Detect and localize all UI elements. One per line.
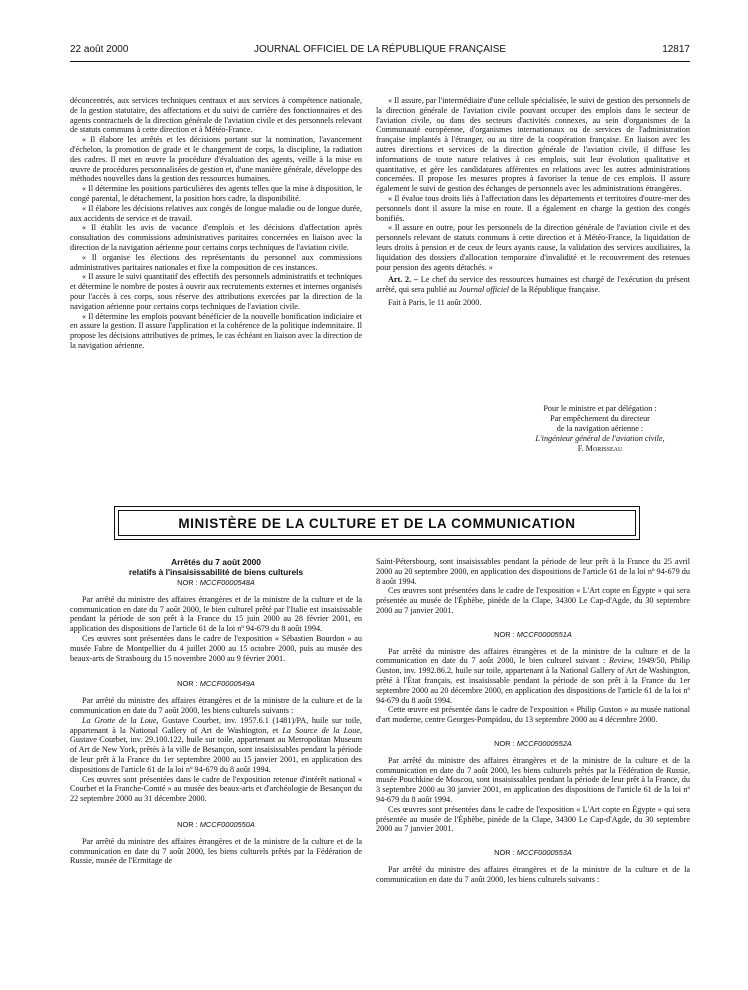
nor-reference: NOR : MCCF0000552A	[494, 738, 572, 748]
signatory: F. Morisseau	[577, 444, 623, 453]
paragraph: Ces œuvres sont présentées dans le cadre de l'exposition « L'Art copte en Égypte » qui sera présentée au musée de l'Éphèbe, pinède de la Clape, 34300 Le Cap-d'Agde, du 30 septembre 2000 au 7 janvier 2001.	[376, 804, 690, 834]
paragraph: Par arrêté du ministre des affaires étrangères et de la ministre de la culture et de la communication en date du 7 août 2000, les biens culturels suivants :	[70, 696, 362, 715]
paragraph: Par arrêté du ministre des affaires étrangères et de la ministre de la culture et de la communication en date du 7 août 2000, les biens culturels prêtés par la Fédération de Russie, musée de l'Ermitage de	[70, 836, 362, 866]
bottom-left-column	[70, 557, 362, 866]
paragraph: Par arrêté du ministre des affaires étrangères et de la ministre de la culture et de la communication en date du 7 août 2000, le bien culturel prêté par l'Italie est insaisissable pendant la période de son prêt à la France du 15 juin 2000 au 28 février 2001, en application des dispositions de l'article 61 de la loi nº 94-679 du 8 août 1994.	[70, 594, 362, 634]
top-right-column	[376, 96, 690, 308]
paragraph: Ces œuvres sont présentées dans le cadre de l'exposition retenue d'intérêt national « Courbet et la Franche-Comté » au musée des beaux-arts et d'archéologie de Besançon du 22 septembre 2000 au 31 décembre 2000.	[70, 774, 362, 804]
signature-block: Pour le ministre et par délégation : Par empêchement du directeur de la navigation aérienne : L'ingénieur général de l'aviation civile, F. Morisseau	[480, 404, 720, 454]
article-2: Art. 2. – Le chef du service des ressources humaines est chargé de l'exécution du présent arrêté, qui sera publié au Journal officiel de la République française.	[376, 275, 690, 295]
journal-officiel: Journal officiel	[458, 285, 510, 295]
paragraph: « Il établit les avis de vacance d'emplois et les décisions d'affectation après consultation des commissions administratives paritaires concernées en liaison avec la direction de la navigation aérienne pour certains corps techniques de l'aviation civile.	[70, 223, 362, 252]
nor-reference: NOR : MCCF0000551A	[494, 629, 572, 639]
paragraph: « Il détermine les emplois pouvant bénéficier de la nouvelle bonification indiciaire et en assure la gestion. Il assure l'application et la cohérence de la politique indemnitaire. Il propose les décisions attributives de primes, le cas échéant en liaison avec la direction de la navigation aérienne.	[70, 311, 362, 350]
paragraph: « Il assure en outre, pour les personnels de la direction générale de l'aviation civile et des personnels relevant de statuts communs à cette direction et à Météo-France, la liquidation de leurs droits à pension et de ceux de leurs ayants cause, la validation des services auxiliaires, la liquidation des dossiers d'allocation temporaire d'invalidité et le recouvrement des retenues pour pension des agents détachés. »	[376, 223, 690, 272]
top-left-column	[70, 96, 362, 351]
ministry-banner: MINISTÈRE DE LA CULTURE ET DE LA COMMUNICATION	[118, 510, 636, 536]
header-journal-title: JOURNAL OFFICIEL DE LA RÉPUBLIQUE FRANÇAISE	[253, 44, 507, 55]
header-page-number: 12817	[662, 44, 690, 55]
paragraph: Ces œuvres sont présentées dans le cadre de l'exposition « L'Art copte en Égypte » qui sera présentée au musée de l'Éphèbe, pinède de la Clape, 34300 Le Cap-d'Agde, du 30 septembre 2000 au 7 janvier 2001.	[376, 586, 690, 615]
paragraph: Cette œuvre est présentée dans le cadre de l'exposition « Philip Guston » au musée national d'art moderne, centre Georges-Pompidou, du 13 septembre 2000 au 4 décembre 2000.	[376, 705, 690, 725]
paragraph: « Il détermine les positions particulières des agents telles que la mise à disposition, le congé parental, le détachement, la position hors cadre, la disponibilité.	[70, 184, 362, 203]
paragraph: Par arrêté du ministre des affaires étrangères et de la ministre de la culture et de la communication en date du 7 août 2000, le bien culturel suivant : Review, 1949/50, Philip Guston, inv. 1992.86.2, huile sur toile, appartenant à la National Gallery of Art de Washington, prêté à l'État français, est insaisissable pendant la période de son prêt à la France du 1er septembre 2000 au 20 décembre 2000, en application des dispositions de l'article 61 de la loi nº 94-679 du 8 août 1994.	[376, 646, 690, 705]
paragraph: La Grotte de la Loue, Gustave Courbet, inv. 1957.6.1 (1481)/PA, huile sur toile, appartenant à la National Gallery of Art de Washington, et La Source de la Loue, Gustave Courbet, inv. 29.100.122, huile sur toile, appartenant au Metropolitan Museum of Art de New York, prêtés à la ville de Besançon, sont insaisissables pendant la période de leur prêt à la France du 1er septembre 2000 au 15 janvier 2001, en application des dispositions de l'article 61 de la loi nº 94-679 du 8 août 1994.	[70, 715, 362, 774]
arretes-title: Arrêtés du 7 août 2000	[171, 557, 261, 567]
paragraph: Saint-Pétersbourg, sont insaisissables pendant la période de leur prêt à la France du 25 avril 2000 au 20 septembre 2000, en application des dispositions de l'article 61 de la loi nº 94-679 du 8 août 1994.	[376, 557, 690, 586]
paragraph: Par arrêté du ministre des affaires étrangères et de la ministre de la culture et de la communication en date du 7 août 2000, les biens culturels suivants :	[376, 864, 690, 884]
nor-reference: NOR : MCCF0000549A	[177, 679, 255, 689]
header-date: 22 août 2000	[70, 44, 129, 55]
bottom-right-column	[376, 557, 690, 885]
page-header	[70, 44, 690, 58]
paragraph: Ces œuvres sont présentées dans le cadre de l'exposition « Sébastien Bourdon » au musée Fabre de Montpellier du 4 juillet 2000 au 15 octobre 2000, puis au musée des beaux-arts de Strasbourg du 15 novembre 2000 au 9 février 2001.	[70, 633, 362, 663]
fait-a-paris: Fait à Paris, le 11 août 2000.	[388, 297, 482, 307]
paragraph: « Il assure, par l'intermédiaire d'une cellule spécialisée, le suivi de gestion des personnels de la direction générale de l'aviation civile pouvant occuper des emplois dans le secteur de l'aviation civile, ou dans des secteurs d'activités connexes, au sein d'organismes de la Communauté européenne, d'organismes internationaux ou de services de l'administration française implantés à l'étranger, ou au titre de la coopération française. En liaison avec les autres directions et services de la direction générale de l'aviation civile, il diffuse les informations de toute nature relatives à ces emplois, suit leur évolution qualitative et quantitative, et gère les candidatures afférentes en relations avec les autres administrations concernées. Il propose les mesures propres à favoriser la tenue de ces emplois. Il assure également le suivi de gestion des échanges de personnels avec les administrations étrangères.	[376, 96, 690, 194]
header-rule	[70, 61, 690, 62]
nor-reference: NOR : MCCF0000548A	[177, 578, 255, 587]
paragraph: « Il élabore les arrêtés et les décisions portant sur la nomination, l'avancement d'échelon, la promotion de grade et le changement de corps, la discipline, la radiation des cadres. Il met en œuvre la procédure d'évaluation des agents, veille à la mise en œuvre de procédures personnalisées de gestion et, d'une manière générale, développe des méthodes nouvelles dans la gestion des ressources humaines.	[70, 135, 362, 184]
arretes-subtitle: relatifs à l'insaisissabilité de biens culturels	[128, 567, 304, 577]
nor-reference: NOR : MCCF0000550A	[177, 819, 255, 829]
paragraph: « Il organise les élections des représentants du personnel aux commissions administratives paritaires nationales et fixe la composition de ces instances.	[70, 252, 362, 272]
article-2-label: Art. 2. –	[388, 275, 419, 285]
nor-reference: NOR : MCCF0000553A	[494, 848, 572, 858]
paragraph: « Il élabore les décisions relatives aux congés de longue maladie ou de longue durée, aux accidents de service et de travail.	[70, 203, 362, 223]
paragraph: « Il assure le suivi quantitatif des effectifs des personnels administratifs et techniques et détermine le nombre de postes à ouvrir aux recrutements externes et internes organisés pour l'accès à ces corps, sous réserve des attributions exercées par la direction de la navigation aérienne pour certains corps techniques de l'aviation civile.	[70, 272, 362, 311]
paragraph: « Il évalue tous droits liés à l'affectation dans les départements et territoires d'outre-mer des personnels dont il assure la mise en route. Il a également en charge la gestion des congés bonifiés.	[376, 193, 690, 223]
paragraph: déconcentrés, aux services techniques centraux et aux services à compétence nationale, de la gestion statutaire, des affectations et du suivi de carrière des fonctionnaires et des agents contractuels de la direction générale de l'aviation civile et des personnels relevant de statuts communs à cette direction et à Météo-France.	[70, 96, 362, 135]
paragraph: Par arrêté du ministre des affaires étrangères et de la ministre de la culture et de la communication en date du 7 août 2000, les biens culturels prêtés par la Fédération de Russie, musée Pouchkine de Moscou, sont insaisissables pendant la période de leur prêt à la France, du 3 septembre 2000 au 30 janvier 2001, en application des dispositions de l'article 61 de la loi nº 94-679 du 8 août 1994.	[376, 755, 690, 804]
